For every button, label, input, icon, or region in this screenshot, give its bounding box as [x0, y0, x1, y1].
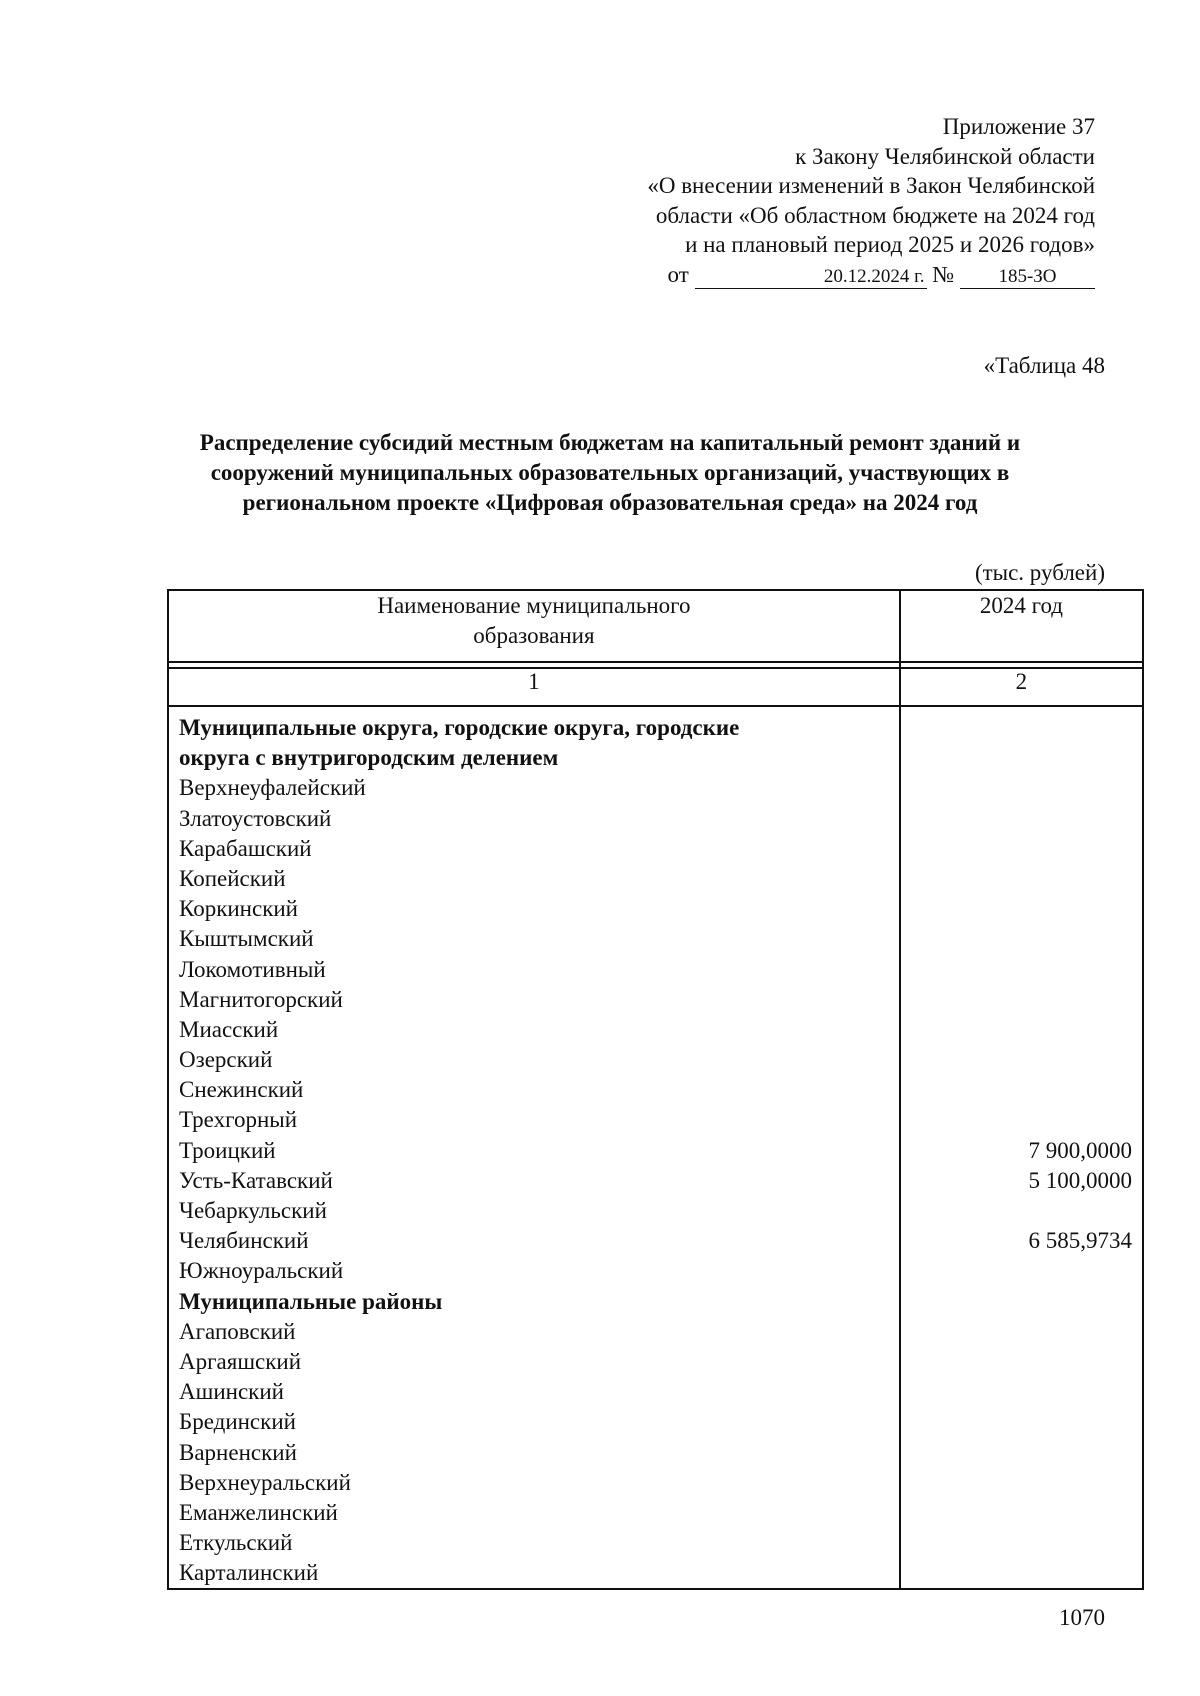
from-label: от	[667, 261, 689, 287]
subsidy-value	[901, 1287, 1142, 1317]
subsidy-value	[901, 1498, 1142, 1528]
municipality-name: Ашинский	[179, 1379, 284, 1405]
municipality-name: Южноуральский	[179, 1258, 344, 1284]
municipality-name: Агаповский	[179, 1318, 296, 1344]
table-label: «Таблица 48	[983, 353, 1105, 378]
document-title	[150, 428, 1070, 518]
subsidy-value	[901, 955, 1142, 985]
subsidy-value	[901, 1256, 1142, 1286]
municipality-name: Снежинский	[179, 1077, 304, 1103]
municipality-name: Миасский	[179, 1016, 279, 1042]
subsidy-value	[901, 864, 1142, 894]
appendix-law-name-3: и на плановый период 2025 и 2026 годов»	[685, 232, 1095, 257]
header-municipality: Наименование муниципального образования	[168, 590, 900, 662]
appendix-title: Приложение 37	[942, 114, 1095, 139]
municipality-name: Варненский	[179, 1439, 297, 1465]
subsidy-value	[901, 1317, 1142, 1347]
subsidy-value: 7 900,0000	[1028, 1137, 1132, 1163]
municipality-name: Аргаяшский	[179, 1348, 302, 1374]
municipality-name: Верхнеуральский	[179, 1469, 351, 1495]
appendix-law-name-2: области «Об областном бюджете на 2024 год	[655, 202, 1095, 228]
subsidy-value	[901, 1015, 1142, 1045]
subsidy-value	[901, 713, 1142, 743]
subsidy-value	[901, 1075, 1142, 1105]
table-index-row	[168, 668, 1143, 706]
subsidy-value	[901, 1377, 1142, 1407]
subsidy-value	[901, 1438, 1142, 1468]
municipality-name: Верхнеуфалейский	[179, 775, 366, 801]
subsidy-value	[901, 1045, 1142, 1075]
municipality-name: Магнитогорский	[179, 986, 343, 1012]
index-col-1: 1	[168, 668, 900, 706]
subsidy-value: 5 100,0000	[1028, 1167, 1132, 1193]
subsidy-value	[901, 1407, 1142, 1437]
municipality-name: Локомотивный	[179, 956, 326, 982]
names-column	[168, 706, 900, 1589]
municipality-name: Брединский	[179, 1409, 296, 1435]
subsidy-value	[901, 1468, 1142, 1498]
municipality-name: Еткульский	[179, 1530, 293, 1556]
subsidy-value	[901, 1196, 1142, 1226]
units-label: (тыс. рублей)	[974, 560, 1105, 585]
subsidy-value	[901, 834, 1142, 864]
number-label: №	[932, 261, 955, 287]
section-heading: Муниципальные районы	[179, 1288, 443, 1314]
subsidy-value	[901, 894, 1142, 924]
subsidy-table	[167, 589, 1144, 1590]
subsidy-value	[901, 985, 1142, 1015]
table-body-row	[168, 706, 1143, 1589]
municipality-name: Кыштымский	[179, 926, 314, 952]
municipality-name: Еманжелинский	[179, 1499, 338, 1525]
subsidy-value	[901, 924, 1142, 954]
law-number: 185-ЗО	[960, 266, 1095, 289]
section-heading: Муниципальные округа, городские округа, городские	[179, 715, 740, 740]
appendix-header	[455, 112, 1095, 289]
header-year: 2024 год	[900, 590, 1143, 662]
municipality-name: Карабашский	[179, 835, 312, 861]
title-line-3: региональном проекте «Цифровая образовательная среда» на 2024 год	[242, 490, 978, 515]
municipality-name: Троицкий	[179, 1137, 276, 1163]
values-column	[900, 706, 1143, 1589]
subsidy-value	[901, 1105, 1142, 1135]
subsidy-value	[901, 1528, 1142, 1558]
subsidy-value	[901, 743, 1142, 773]
municipality-name: Карталинский	[179, 1560, 319, 1586]
municipality-name: Озерский	[179, 1047, 273, 1073]
municipality-name: Трехгорный	[179, 1107, 298, 1133]
subsidy-value	[901, 804, 1142, 834]
municipality-name: Коркинский	[179, 896, 298, 922]
municipality-name: Усть-Катавский	[179, 1167, 333, 1193]
municipality-name: Копейский	[179, 865, 286, 891]
table-header-row	[168, 590, 1143, 662]
subsidy-value: 6 585,9734	[1028, 1228, 1132, 1254]
title-line-2: сооружений муниципальных образовательных организаций, участвующих в	[210, 460, 1010, 485]
appendix-law-ref: к Закону Челябинской области	[795, 143, 1095, 169]
appendix-law-name-1: «О внесении изменений в Закон Челябинской	[647, 173, 1095, 198]
law-date: 20.12.2024 г.	[695, 266, 927, 289]
municipality-name: Челябинский	[179, 1228, 309, 1254]
municipality-name: Златоустовский	[179, 805, 332, 831]
appendix-date-line	[455, 260, 1095, 290]
subsidy-value	[901, 1347, 1142, 1377]
title-line-1: Распределение субсидий местным бюджетам на капитальный ремонт зданий и	[199, 430, 1021, 455]
section-heading: округа с внутригородским делением	[179, 745, 559, 771]
subsidy-value	[901, 773, 1142, 803]
page-number: 1070	[1059, 1605, 1105, 1630]
index-col-2: 2	[900, 668, 1143, 706]
municipality-name: Чебаркульский	[179, 1198, 327, 1223]
subsidy-value	[901, 1558, 1142, 1588]
